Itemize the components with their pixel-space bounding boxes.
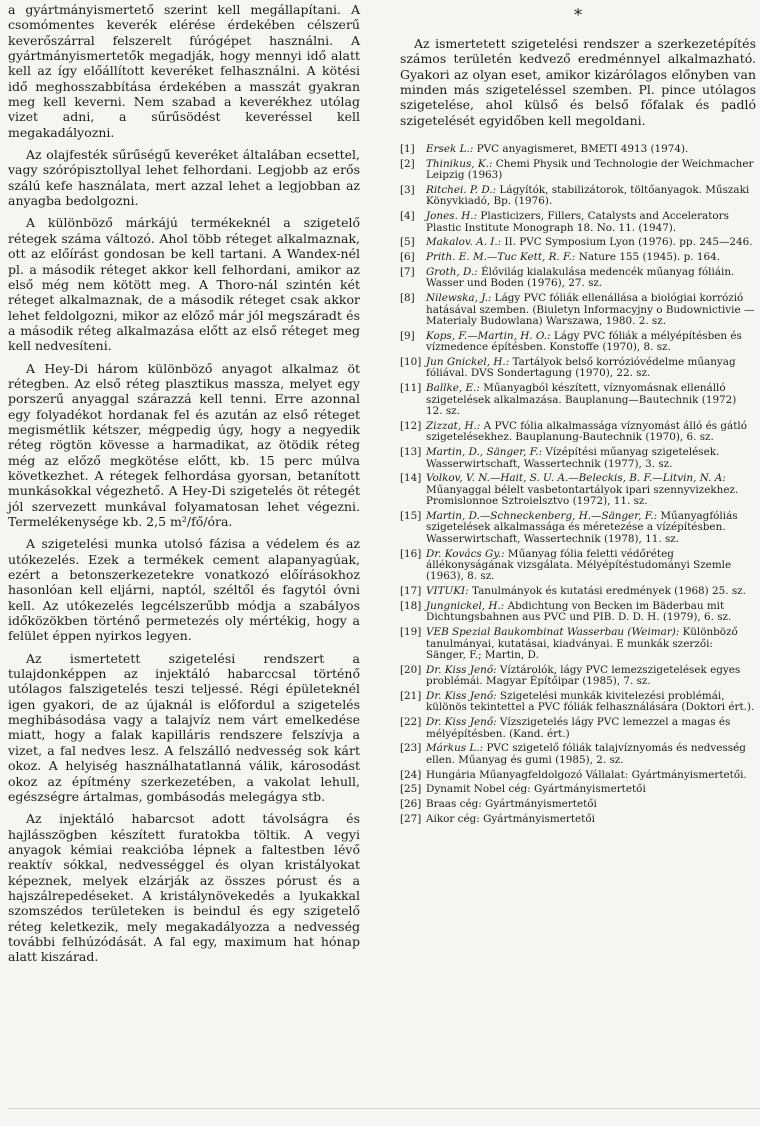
reference-item xyxy=(400,357,756,380)
reference-author: Makalov. A. I.: xyxy=(426,236,502,249)
reference-number: [14] xyxy=(400,472,422,485)
reference-number: [27] xyxy=(400,812,422,825)
reference-author: Dr. Kovács Gy.: xyxy=(426,547,505,560)
reference-item xyxy=(400,447,756,470)
reference-number: [26] xyxy=(400,798,422,811)
reference-text: Lágy PVC fóliák a mélyépítésben és vízmedence építésben. Konstoffe (1970), 8. sz. xyxy=(426,329,742,354)
reference-text: Hungária Műanyagfeldolgozó Vállalat: Gyártmányismertetői. xyxy=(426,768,747,781)
reference-text: Szigetelési munkák kivitelezési problémái, különös tekintettel a PVC fóliák felhasználására (Doktori ért.). xyxy=(426,689,755,714)
reference-number: [17] xyxy=(400,585,422,598)
reference-item xyxy=(400,211,756,234)
reference-item xyxy=(400,473,756,507)
reference-text: Chemi Physik und Technologie der Weichmacher Leipzig (1963) xyxy=(426,157,754,182)
reference-number: [3] xyxy=(400,184,415,197)
reference-text: Vízépítési műanyag szigetelések. Wasserwirtschaft, Wassertechnik (1977), 3. sz. xyxy=(426,446,720,470)
reference-text: Abdichtung von Becken im Bäderbau mit Dichtungsbahnen aus PVC und PIB. D. D. H. (1979), 6. sz. xyxy=(426,599,732,624)
paragraph: Az ismertetett szigetelési rendszert a tulajdonképpen az injektáló habarccsal történő utólagos falszigetelés teszi teljessé. Régi épületeknél igen gyakori, de az újaknál is előfordul a szigetelés meghibásodása vagy a talajvíz nem várt emelkedése miatt, hogy a falak kapilláris rendszere felszívja a vizet, a fal nedves lesz. A felszálló nedvesség sok kárt okoz. A helyiség használhatatlanná válik, károsodást okoz az építmény szerkezetében, a vakolat lehull, egészségre ártalmas, gombásodás melegágya stb. xyxy=(8,650,360,804)
reference-item xyxy=(400,743,756,766)
reference-text: Lágyítók, stabilizátorok, töltőanyagok. Műszaki Könyvkiadó, Bp. (1976). xyxy=(426,184,750,208)
reference-item xyxy=(400,586,756,597)
reference-author: Thinikus, K.: xyxy=(426,157,493,170)
reference-item xyxy=(400,549,756,583)
reference-list xyxy=(400,144,756,825)
reference-number: [13] xyxy=(400,446,422,459)
reference-number: [5] xyxy=(400,236,415,249)
paragraph: A Hey-Di három különböző anyagot alkalmaz öt rétegben. Az első réteg plasztikus massza, melyet egy porszerű anyaggal szárazzá kell tenni. Erre azonnal egy folyadékot hordanak fel és azután az első réteget megismétlik kétszer, mégpedig úgy, hogy a negyedik réteg rögtön kövesse a harmadikat, az ötödik réteg még az előző megkötése előtt, kb. 15 perc múlva következhet. A rétegek felhordása gyorsan, betanított munkásokkal végezhető. A Hey-Di szigetelés öt rétegét jól szervezett munkával folyamatosan lehet végezni. Termelékenysége kb. 2,5 m²/fő/óra. xyxy=(8,360,360,529)
reference-author: Martin, D.—Schneckenberg, H.—Sänger, F.: xyxy=(426,509,658,522)
page-bottom-rule xyxy=(8,1108,760,1109)
reference-item xyxy=(400,691,756,714)
reference-author: Nilewska, J.: xyxy=(426,292,492,305)
reference-author: Ballke, E.: xyxy=(426,382,480,395)
section-separator: ∗ xyxy=(572,2,584,21)
reference-number: [8] xyxy=(400,292,415,305)
reference-text: PVC anyagismeret, BMETI 4913 (1974). xyxy=(473,143,689,156)
reference-number: [12] xyxy=(400,419,422,432)
reference-number: [10] xyxy=(400,356,422,369)
reference-item xyxy=(400,421,756,444)
reference-item xyxy=(400,267,756,290)
paragraph: Az olajfesték sűrűségű keveréket általában ecsettel, vagy szórópisztollyal lehet felhordani. Legjobb az erős szálú kefe használata, mert azzal lehet a legjobban az anyagba bedolgozni. xyxy=(8,147,360,209)
reference-number: [16] xyxy=(400,547,422,560)
reference-text: Víztárolók, lágy PVC lemezszigetelések egyes problémái. Magyar Építőipar (1985), 7. sz. xyxy=(426,663,741,688)
reference-number: [15] xyxy=(400,509,422,522)
reference-number: [7] xyxy=(400,266,415,279)
reference-text: Műanyagból készített, víznyomásnak ellenálló szigetelések alkalmazása. Bauplanung—Bautechnik (1972) 12. sz. xyxy=(426,382,737,418)
reference-item xyxy=(400,144,756,155)
reference-number: [11] xyxy=(400,382,422,395)
reference-text: A PVC fólia alkalmassága víznyomást álló és gátló szigetelésekhez. Bauplanung-Bautechnik (1970), 6. sz. xyxy=(426,419,747,444)
reference-number: [24] xyxy=(400,768,422,781)
reference-number: [21] xyxy=(400,689,422,702)
reference-text: Braas cég: Gyártmányismertetői xyxy=(426,798,597,811)
reference-text: Műanyagfóliás szigetelések alkalmassága és méretezése a vízépítésben. Wasserwirtschaft, Wassertechnik (1978), 11. sz. xyxy=(426,509,738,545)
reference-number: [25] xyxy=(400,783,422,796)
reference-author: Ersek L.: xyxy=(426,143,474,156)
reference-author: Jun Gnickel, H.: xyxy=(426,356,510,369)
paragraph: A szigetelési munka utolsó fázisa a védelem és az utókezelés. Ezek a termékek cement alapanyagúak, ezért a betonszerkezetekre vonatkozó előírásokhoz hasonlóan kell eljárni, naptól, széltől és fagytól óvni kell. Az utókezelés legcélszerűbb módja a szabályos időközökben történő permetezés oly mértékig, hogy a felület éppen nyirkos legyen. xyxy=(8,536,360,644)
reference-number: [22] xyxy=(400,716,422,729)
reference-text: II. PVC Symposium Lyon (1976). pp. 245—246. xyxy=(501,236,753,249)
reference-number: [1] xyxy=(400,143,415,156)
reference-number: [2] xyxy=(400,157,415,170)
right-text-column xyxy=(400,2,756,829)
reference-text: Különböző tanulmányai, kutatásai, kiadványai. E munkák szerzői: Sänger, F.; Martin, D. xyxy=(426,626,738,661)
reference-author: Kops, F.—Martin, H. O.: xyxy=(426,329,551,342)
reference-author: Volkov, V. N.—Hait, S. U. A.—Beleckis, B. F.—Litvin, N. A: xyxy=(426,472,726,485)
reference-author: Jones. H.: xyxy=(426,210,478,223)
reference-item xyxy=(400,770,756,781)
reference-number: [19] xyxy=(400,626,422,639)
paragraph: A különböző márkájú termékeknél a szigetelő rétegek száma változó. Ahol több réteget alkalmaznak, ott az előírást gondosan be kell tartani. A Wandex-nél pl. a második réteget akkor kell felhordani, amikor az első még nem kötött meg. A Thoro-nál szintén két réteget alkalmaznak, de a második réteget csak akkor lehet feldolgozni, mikor az előző már jól megszáradt és a második réteg alkalmazása előtt az első réteget meg kell nedvesíteni. xyxy=(8,215,360,354)
reference-item xyxy=(400,252,756,263)
reference-author: VITUKI: xyxy=(426,585,469,598)
reference-item xyxy=(400,601,756,624)
reference-text: Tartályok belső korrózióvédelme műanyag fóliával. DVS Sondertagung (1970), 22. sz. xyxy=(426,356,736,380)
reference-item xyxy=(400,383,756,417)
reference-author: Dr. Kiss Jenő: xyxy=(426,716,497,729)
reference-text: Tanulmányok és kutatási eredmények (1968) 25. sz. xyxy=(468,585,746,598)
reference-item xyxy=(400,511,756,545)
reference-item xyxy=(400,293,756,327)
reference-author: Ritchei. P. D.: xyxy=(426,184,497,197)
left-text-column xyxy=(8,2,360,972)
reference-number: [6] xyxy=(400,251,415,264)
reference-number: [18] xyxy=(400,599,422,612)
reference-item xyxy=(400,627,756,661)
reference-text: Műanyaggal bélelt vasbetontartályok ipari szennyvizekhez. Promislonnoe Sztroielsztvo (1972), 11. sz. xyxy=(426,483,739,508)
paragraph: a gyártmányismertető szerint kell megállapítani. A csomómentes keverék elérése érdekében célszerű keverőszárral felszerelt fúrógépet használni. A gyártmányismertetők megadják, hogy mennyi idő alatt kell az így előállított keveréket felhasználni. A kötési idő meghosszabbítása érdekében a masszát gyakran meg kell keverni. Nem szabad a keverékhez utólag vizet adni, a sűrűsödést keveréssel kell megakadályozni. xyxy=(8,2,360,140)
reference-text: Vízszigetelés lágy PVC lemezzel a magas és mélyépítésben. (Kand. ért.) xyxy=(426,716,731,740)
reference-text: Műanyag fólia feletti védőréteg állékonyságának vizsgálata. Mélyépítéstudományi Szemle (1963), 8. sz. xyxy=(426,547,732,583)
reference-number: [20] xyxy=(400,663,422,676)
reference-number: [23] xyxy=(400,742,422,755)
reference-author: VEB Spezial Baukombinat Wasserbau (Weimar): xyxy=(426,626,680,639)
reference-author: Prith. E. M.—Tuc Kett, R. F.: xyxy=(426,251,576,264)
reference-author: Dr. Kiss Jenő: xyxy=(426,689,497,702)
reference-item xyxy=(400,331,756,354)
reference-author: Groth, D.: xyxy=(426,266,478,279)
reference-text: Élővilág kialakulása medencék műanyag fóliáin. Wasser und Boden (1976), 27. sz. xyxy=(426,266,735,290)
reference-item xyxy=(400,799,756,810)
paragraph: Az injektáló habarcsot adott távolságra és hajlásszögben készített furatokba töltik. A vegyi anyagok kémiai reakcióba lépnek a faltestben lévő reaktív sókkal, nedvességgel és olyan kristályokat képeznek, melyek elzárják az összes pórust és a hajszálrepedéseket. A kristálynövekedés a lyukakkal szomszédos területeken is beindul és egy szigetelő réteg keletkezik, mely megakadályozza a nedvesség további felhúzódását. A fal egy, maximum hat hónap alatt kiszárad. xyxy=(8,811,360,965)
reference-item xyxy=(400,185,756,208)
reference-author: Márkus L.: xyxy=(426,742,484,755)
reference-author: Jungnickel, H.: xyxy=(426,599,505,612)
reference-author: Martin, D., Sänger, F.: xyxy=(426,446,543,459)
reference-author: Zizzat, H.: xyxy=(426,419,481,432)
reference-author: Dr. Kiss Jenő: xyxy=(426,663,497,676)
reference-number: [9] xyxy=(400,329,415,342)
reference-item xyxy=(400,665,756,688)
reference-text: Lágy PVC fóliák ellenállása a biológiai korrózió hatásával szemben. (Biuletyn Informacyjny o Budownictivie — Materialy Budowlana) Warszawa, 1980. 2. sz. xyxy=(426,292,755,328)
reference-item xyxy=(400,784,756,795)
reference-item xyxy=(400,237,756,248)
conclusion-paragraph: Az ismertetett szigetelési rendszer a szerkezetépítés számos területén kedvező eredménnyel alkalmazható. Gyakori az olyan eset, amikor kizárólagos előnyben van minden más szigeteléssel szemben. Pl. pince utólagos szigetelése, ahol külső és belső főfalak és padló szigetelését egyidőben kell megoldani. xyxy=(400,36,756,128)
reference-text: Dynamit Nobel cég: Gyártmányismertetői xyxy=(426,783,646,796)
reference-text: Plasticizers, Fillers, Catalysts and Accelerators Plastic Institute Monograph 18. No. 11. (1947). xyxy=(426,210,729,234)
reference-item xyxy=(400,159,756,182)
reference-text: Nature 155 (1945). p. 164. xyxy=(575,251,720,264)
reference-item xyxy=(400,814,756,825)
reference-text: Aikor cég: Gyártmányismertetői xyxy=(426,812,595,825)
reference-text: PVC szigetelő fóliák talajvíznyomás és nedvesség ellen. Műanyag és gumi (1985), 2. sz. xyxy=(426,742,746,766)
reference-item xyxy=(400,717,756,740)
reference-number: [4] xyxy=(400,210,415,223)
